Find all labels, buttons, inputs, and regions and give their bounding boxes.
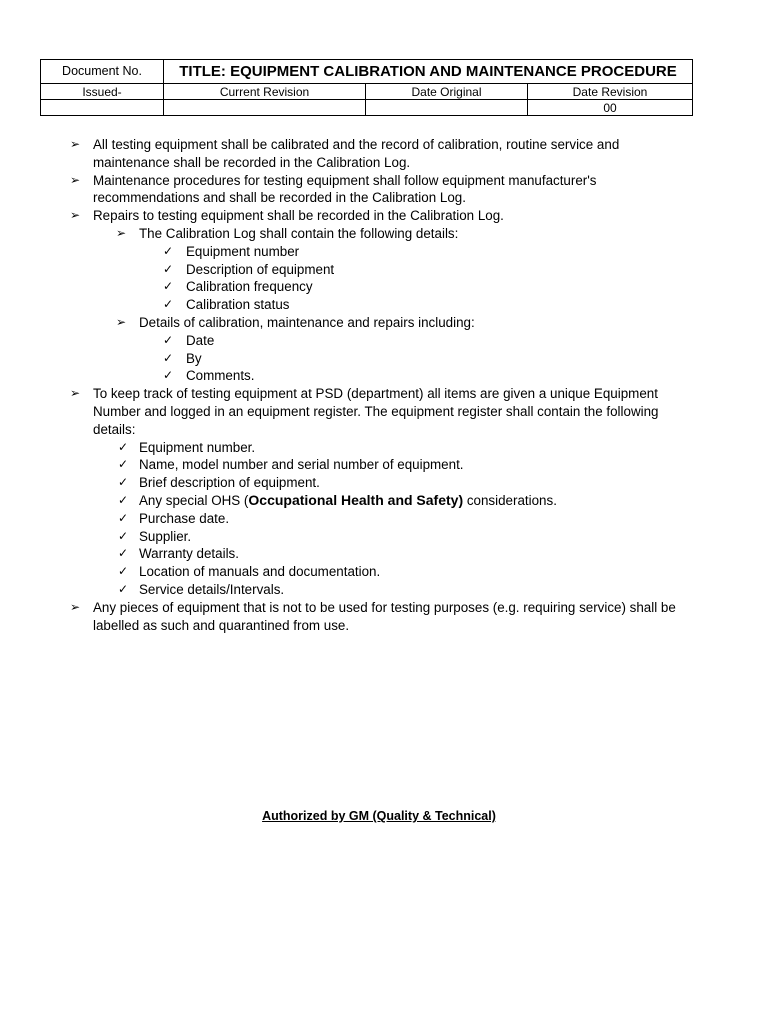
header-col-issued: Issued- (41, 84, 164, 100)
checkmark-icon: ✓ (118, 581, 129, 596)
checkmark-icon: ✓ (118, 546, 129, 561)
list-item: ✓ Supplier. (118, 528, 192, 544)
checkmark-icon: ✓ (118, 564, 129, 579)
checkmark-icon: ✓ (118, 528, 129, 543)
checkmark-icon: ✓ (163, 350, 174, 365)
list-item: ✓ Date (163, 332, 215, 348)
checkmark-icon: ✓ (163, 368, 174, 383)
list-item: ➢ Any pieces of equipment that is not to be used for testing purposes (e.g. requiring service) shall be (70, 599, 676, 615)
checkmark-icon: ✓ (118, 492, 129, 507)
list-item: ✓ Any special OHS (Occupational Health and Safety) considerations. (118, 491, 557, 508)
checkmark-icon: ✓ (163, 261, 174, 276)
list-item: ➢ Repairs to testing equipment shall be recorded in the Calibration Log. (70, 208, 504, 224)
list-item: ✓ Comments. (163, 368, 255, 384)
arrow-bullet-icon: ➢ (116, 314, 127, 329)
list-item: ➢ Details of calibration, maintenance and repairs including: (116, 314, 475, 330)
header-val-issued (41, 100, 164, 116)
header-col-current-revision: Current Revision (164, 84, 366, 100)
list-item: ➢ To keep track of testing equipment at PSD (department) all items are given a unique Equipment (70, 386, 658, 402)
list-item: ➢ Maintenance procedures for testing equipment shall follow equipment manufacturer's (70, 172, 597, 188)
authorization-signature-line: Authorized by GM (Quality & Technical) (262, 809, 496, 823)
list-item: ➢ All testing equipment shall be calibrated and the record of calibration, routine service and (70, 137, 620, 152)
checkmark-icon: ✓ (163, 279, 174, 294)
list-item: ➢ The Calibration Log shall contain the following details: (116, 225, 459, 241)
header-col-date-revision: Date Revision (528, 84, 693, 100)
checkmark-icon: ✓ (163, 332, 174, 347)
list-item: ✓ Service details/Intervals. (118, 581, 285, 597)
list-item: ✓ Warranty details. (118, 546, 239, 562)
checkmark-icon: ✓ (163, 243, 174, 258)
checkmark-icon: ✓ (118, 439, 129, 454)
header-val-date-original (366, 100, 528, 116)
checkmark-icon: ✓ (118, 457, 129, 472)
checkmark-icon: ✓ (118, 510, 129, 525)
list-item: ✓ Equipment number. (118, 439, 256, 455)
checkmark-icon: ✓ (163, 297, 174, 312)
arrow-bullet-icon: ➢ (70, 599, 81, 614)
document-header-table (40, 59, 693, 116)
document-title: TITLE: EQUIPMENT CALIBRATION AND MAINTENANCE PROCEDURE (164, 60, 693, 84)
list-item: ✓ Calibration frequency (163, 279, 313, 295)
list-item: ✓ Equipment number (163, 243, 300, 259)
list-item: ✓ Name, model number and serial number of equipment. (118, 457, 464, 473)
arrow-bullet-icon: ➢ (116, 225, 127, 240)
list-item: ✓ Calibration status (163, 297, 290, 313)
header-val-date-revision: 00 (528, 100, 693, 116)
list-item: ✓ Location of manuals and documentation. (118, 564, 381, 580)
list-item: ✓ By (163, 350, 202, 366)
list-item: ✓ Description of equipment (163, 261, 335, 277)
arrow-bullet-icon: ➢ (70, 386, 81, 401)
arrow-bullet-icon: ➢ (70, 208, 81, 223)
list-item: ✓ Purchase date. (118, 510, 230, 526)
list-item: ✓ Brief description of equipment. (118, 475, 320, 491)
header-val-current-revision (164, 100, 366, 116)
header-col-date-original: Date Original (366, 84, 528, 100)
ohs-expansion: Occupational Health and Safety) (248, 491, 464, 508)
doc-no-label: Document No. (41, 60, 164, 84)
checkmark-icon: ✓ (118, 475, 129, 490)
arrow-bullet-icon: ➢ (70, 172, 81, 187)
procedure-body: ➢ All testing equipment shall be calibrated and the record of calibration, routine service and maintenance shall be recorded in the Calibration Log. ➢ Maintenance procedures for testing equipment shall follow equipment manufacturer's recommendations and shall be recorded in the Calibration Log. ➢ Repairs to testing equipment shall be recorded in the Calibration Log. ➢ The Calibration Log shall contain the following details: ✓ Equipment number ✓ Description of equipment ✓ Calibration frequency ✓ Calibration status ➢ Details of calibration, maintenance and repairs including: ✓ Date ✓ By ✓ Comments. ➢ To keep track of testing equipment at PSD (department) all items are given a unique Equipment Number and logged in an equipment register. The equipment register shall contain the following details: ✓ Equipment number. ✓ Name, model number and serial number of equipment. ✓ Brief description of equipment. ✓ Any special OHS (Occupational Health and Safety) considerations. ✓ Purchase date. ✓ Supplier. ✓ Warranty details. ✓ Location of manuals and documentation. ✓ Service details/Intervals. ➢ Any pieces of equipment that is not to be used for testing purposes (e.g. requiring service) shall be labelled as such and quarantined from use. (0, 136, 768, 634)
arrow-bullet-icon: ➢ (70, 137, 81, 151)
